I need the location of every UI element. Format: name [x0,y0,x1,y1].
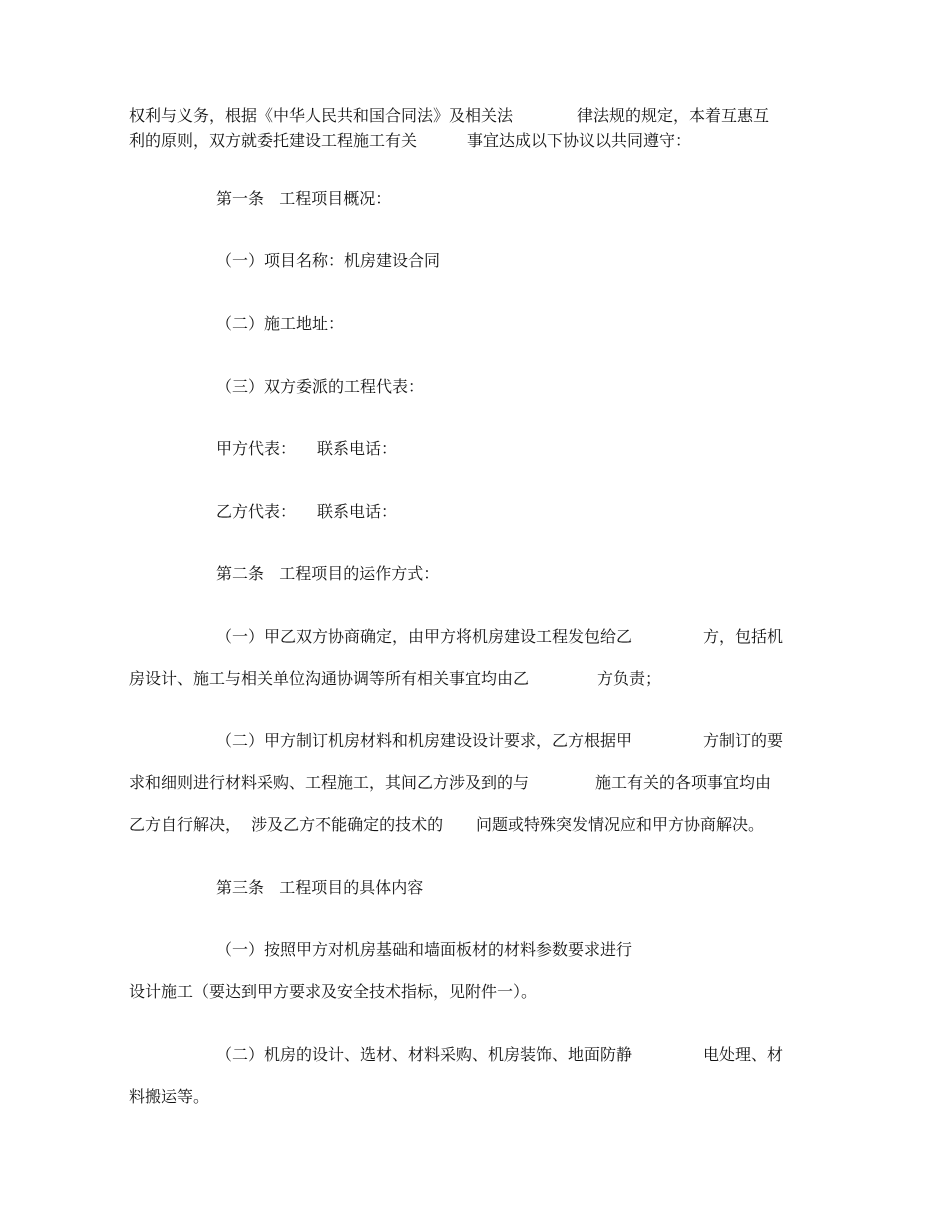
article-2-p1-line-2-a: 房设计、施工与相关单位沟通协调等所有相关事宜均由乙 [129,669,530,688]
article-2-p1-line-1-a: （一）甲乙双方协商确定，由甲方将机房建设工程发包给乙 [216,627,633,646]
article-3-p2-line-1-a: （二）机房的设计、选材、材料采购、机房装饰、地面防静 [216,1045,633,1064]
article-1-item-1: （一）项目名称：机房建设合同 [216,251,441,270]
article-2-p2-line-3-a: 乙方自行解决， 涉及乙方不能确定的技术的 [129,815,444,834]
article-3-p1-line-1: （一）按照甲方对机房基础和墙面板材的材料参数要求进行 [216,940,633,959]
article-1-item-2: （二）施工地址： [216,314,345,333]
article-3-title: 第三条 工程项目的具体内容 [216,878,424,897]
article-2-title: 第二条 工程项目的运作方式： [216,564,440,583]
party-a-phone-label: 联系电话： [317,439,398,458]
article-2-p2-line-3-b: 问题或特殊突发情况应和甲方协商解决。 [476,815,765,834]
article-3-p2-line-2: 料搬运等。 [129,1087,210,1106]
article-1-item-3: （三）双方委派的工程代表： [216,377,425,396]
intro-line-1-a: 权利与义务，根据《中华人民共和国合同法》及相关法 [129,106,514,125]
article-3-p1-line-2: 设计施工（要达到甲方要求及安全技术指标，见附件一）。 [129,982,538,1001]
intro-line-2-b: 事宜达成以下协议以共同遵守： [467,131,692,150]
article-2-p2-line-1-b: 方制订的要 [703,731,784,750]
article-2-p1-line-2-b: 方负责； [597,669,662,688]
party-b-phone-label: 联系电话： [317,502,398,521]
party-a-rep-label: 甲方代表： [216,439,297,458]
article-1-title: 第一条 工程项目概况： [216,189,392,208]
article-3-p2-line-1-b: 电处理、材 [703,1045,784,1064]
article-2-p2-line-2-a: 求和细则进行材料采购、工程施工，其间乙方涉及到的与 [129,773,530,792]
article-2-p2-line-2-b: 施工有关的各项事宜均由 [595,773,772,792]
article-2-p2-line-1-a: （二）甲方制订机房材料和机房建设设计要求，乙方根据甲 [216,731,633,750]
party-b-rep-label: 乙方代表： [216,502,297,521]
intro-line-1-b: 律法规的规定，本着互惠互 [577,106,770,125]
article-2-p1-line-1-b: 方，包括机 [703,627,784,646]
intro-line-2-a: 利的原则，双方就委托建设工程施工有关 [129,131,418,150]
